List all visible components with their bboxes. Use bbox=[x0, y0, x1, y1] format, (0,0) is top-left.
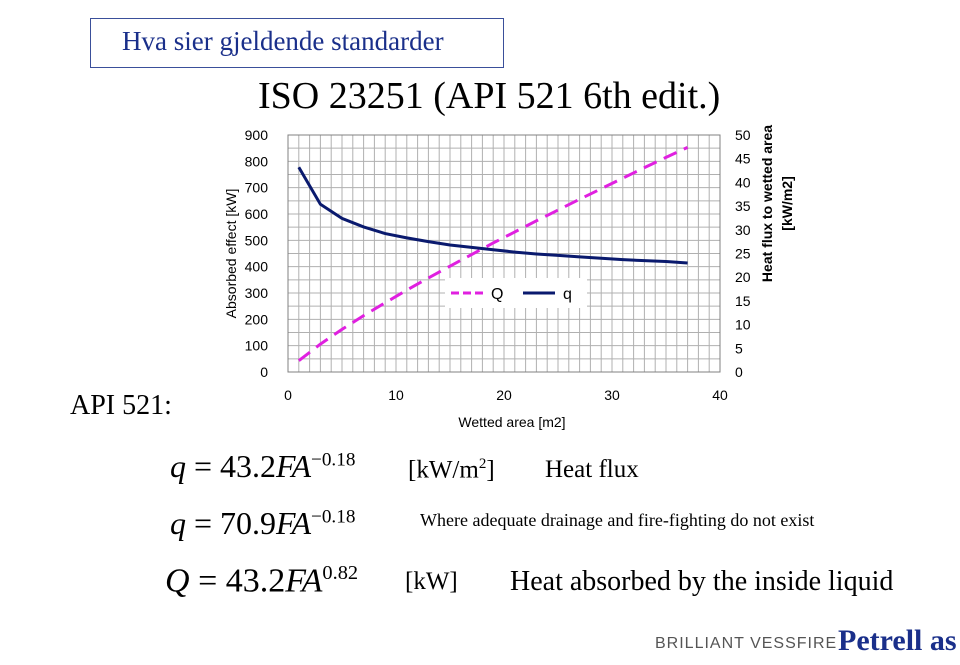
y-right-tick-label: 30 bbox=[735, 221, 751, 238]
api-label: API 521: bbox=[70, 390, 172, 421]
formula-lhs: q bbox=[170, 448, 186, 484]
footer-brand-logo: BRILLIANT VESSFIRE bbox=[655, 635, 838, 652]
formula-coef: 43.2 bbox=[225, 562, 286, 600]
y-left-tick-label: 400 bbox=[244, 258, 268, 275]
y-right-tick-label: 10 bbox=[735, 316, 751, 333]
formula-exp: −0.18 bbox=[311, 506, 356, 528]
y-left-axis-title: Absorbed effect [kW] bbox=[223, 188, 239, 319]
y-left-tick-label: 200 bbox=[244, 311, 268, 328]
y-right-tick-label: 35 bbox=[735, 198, 751, 215]
y-left-tick-label: 700 bbox=[244, 179, 268, 196]
desc-no-drainage: Where adequate drainage and fire-fighting do not exist bbox=[420, 510, 815, 530]
unit-heat-flux: $[kW/m^2]$ bbox=[408, 456, 495, 484]
y-left-tick-label: 100 bbox=[244, 337, 268, 354]
desc-heat-absorbed: Heat absorbed by the inside liquid bbox=[510, 566, 894, 597]
y-left-tick-label: 0 bbox=[260, 364, 268, 380]
y-right-tick-label: 25 bbox=[735, 245, 751, 262]
formula-heat-absorbed: $Q = 43.2FA^{0.82}$ bbox=[165, 562, 359, 600]
formula-var: FA bbox=[285, 562, 323, 600]
formula-heat-flux-no-drainage: $q = 70.9FA^{-0.18}$ bbox=[170, 505, 356, 541]
y-right-tick-label: 40 bbox=[735, 174, 751, 191]
y-left-tick-label: 500 bbox=[244, 232, 268, 249]
y-left-tick-label: 900 bbox=[244, 127, 268, 143]
y-left-tick-label: 800 bbox=[244, 153, 268, 170]
legend-label-q: q bbox=[563, 286, 572, 303]
x-axis-title: Wetted area [m2] bbox=[458, 414, 566, 430]
formula-exp: 0.82 bbox=[322, 562, 359, 584]
x-tick-label: 20 bbox=[496, 387, 512, 403]
y-left-tick-label: 300 bbox=[244, 285, 268, 301]
formula-var: FA bbox=[276, 448, 312, 484]
y-right-tick-label: 5 bbox=[735, 340, 743, 357]
x-tick-label: 40 bbox=[712, 387, 728, 403]
y-right-axis-title: Heat flux to wetted area bbox=[759, 124, 775, 283]
y-right-tick-label: 0 bbox=[735, 364, 743, 380]
formula-lhs: q bbox=[170, 505, 186, 541]
chart-heading: ISO 23251 (API 521 6th edit.) bbox=[258, 75, 721, 117]
unit-heat-absorbed: [kW] bbox=[405, 568, 458, 595]
desc-heat-flux: Heat flux bbox=[545, 456, 639, 483]
x-tick-label: 10 bbox=[388, 387, 404, 403]
legend-label-Q: Q bbox=[491, 286, 504, 303]
y-left-tick-label: 600 bbox=[244, 206, 268, 222]
formula-lhs: Q bbox=[165, 562, 190, 600]
formula-var: FA bbox=[276, 505, 312, 541]
y-right-axis-unit: [kW/m2] bbox=[779, 176, 795, 231]
formula-heat-flux: $q = 43.2FA^{-0.18}$ bbox=[170, 448, 356, 484]
formula-coef: 43.2 bbox=[220, 448, 277, 484]
x-tick-label: 0 bbox=[284, 387, 292, 403]
y-right-tick-label: 20 bbox=[735, 269, 751, 286]
formula-exp: −0.18 bbox=[311, 449, 356, 471]
slide-title: Hva sier gjeldende standarder bbox=[122, 26, 444, 56]
y-right-tick-label: 50 bbox=[735, 127, 751, 143]
y-right-tick-label: 15 bbox=[735, 292, 751, 309]
x-tick-label: 30 bbox=[604, 387, 620, 403]
formula-coef: 70.9 bbox=[220, 505, 277, 541]
footer-company-logo: Petrell as bbox=[838, 624, 957, 657]
y-right-tick-label: 45 bbox=[735, 150, 751, 167]
